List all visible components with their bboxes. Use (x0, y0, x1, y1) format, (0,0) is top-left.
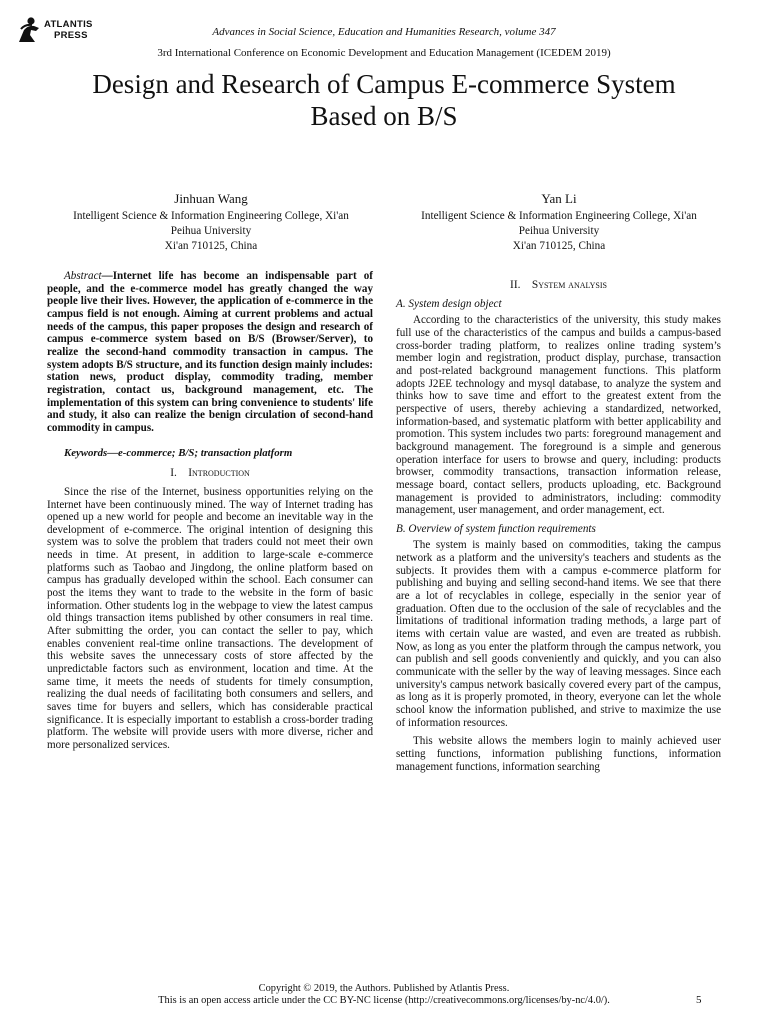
keywords: Keywords—e-commerce; B/S; transaction platform (64, 446, 293, 459)
copyright-notice: Copyright © 2019, the Authors. Published by Atlantis Press. (258, 983, 510, 994)
section-title: System analysis (531, 279, 607, 291)
author-name: Yan Li (541, 191, 577, 206)
subsection-b-paragraph-2: This website allows the members login to mainly achieved user setting functions, information publishing functions, information management functions, information searching (396, 735, 721, 773)
author-affiliation: Peihua University (170, 225, 252, 237)
subsection-heading-a: A. System design object (396, 297, 502, 310)
author-affiliation: Intelligent Science & Information Engineering College, Xi'an (73, 210, 349, 222)
license-notice: This is an open access article under the CC BY-NC license (http://creativecommons.org/licenses/by-nc/4.0/). (158, 995, 610, 1006)
author-address: Xi'an 710125, China (164, 240, 258, 252)
abstract-label: Abstract (64, 270, 102, 282)
right-column (396, 275, 721, 779)
section-number: I. (170, 467, 177, 480)
subsection-heading-b: B. Overview of system function requirements (396, 522, 596, 535)
title-line-2: Based on B/S (310, 101, 458, 131)
section-number: II. (510, 279, 521, 291)
section-heading-introduction (47, 467, 373, 480)
section-title: Introduction (188, 467, 250, 480)
paper-title (0, 68, 768, 132)
conference-header: 3rd International Conference on Economic Development and Education Management (ICEDEM 2019) (157, 47, 611, 59)
abstract (47, 270, 373, 435)
page-footer (0, 983, 768, 1007)
logo-line-2: PRESS (54, 30, 88, 41)
subsection-b-paragraph: The system is mainly based on commodities, taking the campus network as a platform and the university's teachers and students as the subjects. It provides them with a campus e-commerce platform for publishing and buying and selling second-hand items. We see that there are a lot of recyclables in college, especially in the senior year of graduation. Often due to the occlusion of the sale of recyclables and the limitations of traditional information trading methods, a large part of items with certain value are wasted, and even are treated as rubbish. Now, as long as you enter the platform through the campus network, you can publish and sell goods conveniently and quickly, and you can also communicate with the seller by the way of leaving messages. Since each university's campus network basically covered every part of the campus, as long as it is properly promoted, in theory, everyone can let the whole school know the information published, and strive to maximize the use of information resources. (396, 539, 721, 729)
author-name: Jinhuan Wang (174, 191, 248, 206)
author-address: Xi'an 710125, China (512, 240, 606, 252)
section-heading-system-analysis (396, 279, 721, 292)
left-column (47, 270, 373, 758)
author-affiliation: Peihua University (518, 225, 600, 237)
author-affiliation: Intelligent Science & Information Engineering College, Xi'an (421, 210, 697, 222)
title-line-1: Design and Research of Campus E-commerce System (92, 69, 676, 99)
author-block-1 (44, 191, 378, 254)
logo-line-1: ATLANTIS (44, 19, 93, 30)
author-block-2 (392, 191, 726, 254)
journal-header: Advances in Social Science, Education and Humanities Research, volume 347 (212, 26, 556, 38)
subsection-a-paragraph: According to the characteristics of the university, this study makes full use of the characteristics of the campus and builds a campus-based cross-border trading platform, to realizes online trading system’s member login and registration, product display, purchase, transaction and post-related background management functions. This platform adopts J2EE technology and mysql database, to analyze the system and thinks how to save time and effort to the greatest extent from the perspective of users, thereby achieving a standardized, networked, information-based, and systematic platform with better applicability and promotion. This system includes two parts: foreground management and background management. The foreground is a simple and generous operation interface for users to browse and query, including: products browser, commodity transactions, transaction information release, message board, contact sellers, products uploading, etc. Background management is provided to administrators, including: commodity management, user management, and order management, ect. (396, 314, 721, 517)
introduction-paragraph: Since the rise of the Internet, business opportunities relying on the Internet have been continuously mined. The way of Internet trading has opened up a new world for people and become an inevitable way in the development of e-commerce. The original intention of designing this system was to solve the problem that traders could not meet their own needs in time. At present, in addition to large-scale e-commerce platforms such as Taobao and Jingdong, the online platform based on campus has gradually developed within the school. Each consumer can post the items they want to trade to the website in the form of basic information. Other students log in the webpage to view the latest campus old things transaction items published by other consumers in real time. After submitting the order, you can contact the seller to pay, which enables convenient real-time online transactions. The development of this website saves the unnecessary costs of store affected by the unpredictable factors such as environment, location and time. At the same time, it meets the needs of students for timely consumption, realizing the dual needs of facilitating both consumers and sellers, and saves time for buyers and sellers, which has considerable practical significance. It is especially important to establish a cross-border trading platform. The website will provide users with more diverse, richer and more personalized services. (47, 485, 373, 751)
abstract-text: —Internet life has become an indispensable part of people, and the e-commerce model has greatly changed the way people live their lives. However, the application of e-commerce in the campus field is not enough. Aiming at current problems and actual needs of the campus, this paper proposes the design and research of campus e-commerce system based on B/S (Browser/Server), to realize the second-hand commodity transaction in campus. The system adopts B/S structure, and its function design mainly includes: station news, product display, commodity trading, member registration, contact us, background management, etc. The implementation of this system can bring convenience to students' life and study, it also can realize the benign circulation of second-hand commodity in campus. (47, 270, 373, 434)
page-number: 5 (696, 994, 702, 1006)
